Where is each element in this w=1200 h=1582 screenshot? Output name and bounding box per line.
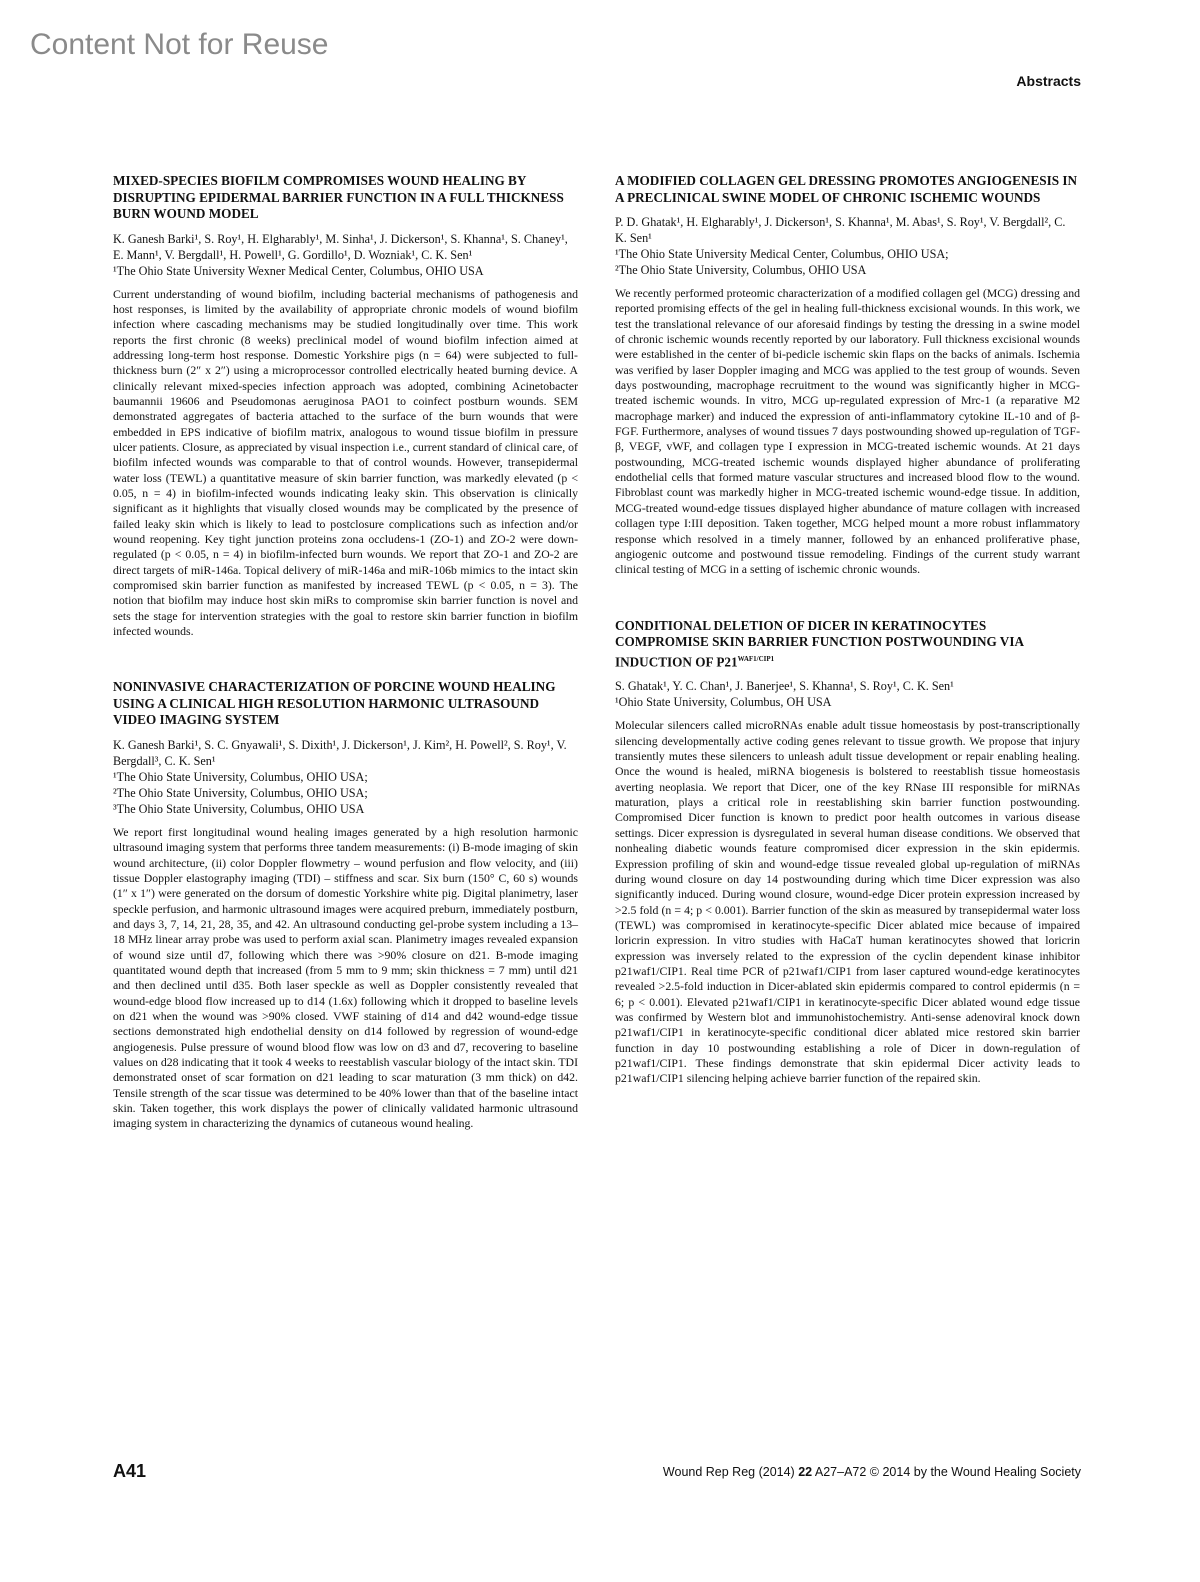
affiliations <box>113 263 578 279</box>
abstract-title: MIXED-SPECIES BIOFILM COMPROMISES WOUND HEALING BY DISRUPTING EPIDERMAL BARRIER FUNCTION IN A FULL THICKNESS BURN WOUND MODEL <box>113 173 564 221</box>
affiliation: ¹The Ohio State University Wexner Medical Center, Columbus, OHIO USA <box>113 263 484 278</box>
abstract <box>113 173 578 639</box>
abstract <box>615 618 1080 1087</box>
affiliation: ¹Ohio State University, Columbus, OH USA <box>615 695 832 710</box>
abstract-body: Current understanding of wound biofilm, including bacterial mechanisms of pathogenesis and host responses, is limited by the availability of appropriate chronic models of wound biofilm infection where cascading mechanisms may be studied longitudinally over time. This work reports the first chronic (8 weeks) preclinical model of wound biofilm infection aimed at addressing long-term host response. Domestic Yorkshire pigs (n = 64) were subjected to full-thickness burn (2″ x 2″) using a microprocessor controlled electrically heated burning device. A clinically relevant mixed-species infection approach was adopted, combining Acinetobacter baumannii 19606 and Pseudomonas aeruginosa PAO1 to coinfect postburn wounds. SEM demonstrated aggregates of bacteria attached to the surface of the burn wounds that were embedded in EPS indicative of biofilm matrix, analogous to wound tissue biofilm in pressure ulcer patients. Closure, as appreciated by visual inspection i.e., current standard of clinical care, of biofilm infected wounds was comparable to that of control wounds. However, transepidermal water loss (TEWL) a quantitative measure of skin barrier function, was markedly elevated (p < 0.05, n = 4) in biofilm-infected wounds indicating leaky skin. This observation is clinically significant as it highlights that visually closed wounds may be complicated by the presence of failed leaky skin which is likely to lead to postclosure complications such as infection and/or wound reopening. Key tight junction proteins zona occludens-1 (ZO-1) and ZO-2 were down-regulated (p < 0.05, n = 4) in biofilm-infected burn wounds. We report that ZO-1 and ZO-2 are direct targets of miR-146a. Topical delivery of miR-146a and miR-106b mimics to the intact skin compromised skin barrier function as manifested by increased TEWL (p < 0.05, n = 3). The notion that biofilm may induce host skin miRs to compromise skin barrier function is novel and sets the stage for intervention strategies with the goal to restore skin barrier function in biofilm infected wounds. <box>113 286 578 639</box>
affiliation: ³The Ohio State University, Columbus, OHIO USA <box>113 801 365 816</box>
abstract-authors: S. Ghatak¹, Y. C. Chan¹, J. Banerjee¹, S. Khanna¹, S. Roy¹, C. K. Sen¹ <box>615 679 954 694</box>
abstract <box>615 173 1080 578</box>
abstract-body: Molecular silencers called microRNAs enable adult tissue homeostasis by post-transcriptionally silencing developmentally active coding genes relevant to tissue growth. We propose that injury transiently mutes these silencers to unleash adult tissue development or repair enabling healing. Once the wound is healed, miRNA biogenesis is bolstered to reestablish tissue homeostasis averting neoplasia. We report that Dicer, one of the key RNase III responsible for miRNAs maturation, plays a critical role in reestablishing skin barrier function postwounding. Compromised Dicer function is known to predict poor health outcomes in various disease settings. Dicer expression is dysregulated in several human disease conditions. We observed that nonhealing diabetic wounds feature compromised dicer expression in the skin epidermis. Expression profiling of skin and wound-edge tissue revealed global up-regulation of miRNAs during wound closure on day 14 postwounding during which time Dicer expression was also significantly induced. During wound closure, wound-edge Dicer protein expression increased by >2.5 fold (n = 4; p < 0.001). Barrier function of the skin as measured by transepidermal water loss (TEWL) was compromised in keratinocyte-specific Dicer ablated mice because of impaired loricrin expression. In vitro studies with HaCaT human keratinocytes showed that loricrin expression was inversely related to the expression of the cyclin dependent kinase inhibitor p21waf1/CIP1. Real time PCR of p21waf1/CIP1 from laser captured wound-edge keratinocytes revealed >2.5-fold induction in Dicer-ablated skin epidermis compared to control epidermis (n = 6; p < 0.001). Elevated p21waf1/CIP1 in keratinocyte-specific Dicer ablated wound edge tissue was confirmed by Western blot and immunohistochemistry. Anti-sense adenoviral knock down p21waf1/CIP1 in keratinocyte-specific conditional dicer ablated mice restored skin barrier function in day 10 postwounding establishing a role of Dicer in down-regulation of p21waf1/CIP1. These findings demonstrate that skin epidermal Dicer activity leads to p21waf1/CIP1 silencing helping achieve barrier function of the repaired skin. <box>615 718 1080 1086</box>
left-column <box>113 173 578 1172</box>
abstract-title: NONINVASIVE CHARACTERIZATION OF PORCINE WOUND HEALING USING A CLINICAL HIGH RESOLUTION HARMONIC ULTRASOUND VIDEO IMAGING SYSTEM <box>113 679 556 728</box>
abstract-title <box>615 618 1080 671</box>
affiliation: ¹The Ohio State University Medical Center, Columbus, OHIO USA; <box>615 247 949 261</box>
abstract-body: We recently performed proteomic characterization of a modified collagen gel (MCG) dressing and reported promising effects of the gel in healing full-thickness excisional wounds. In this work, we test the translational relevance of our aforesaid findings by testing the dressing in a swine model of chronic ischemic wounds recently reported by our laboratory. Full thickness excisional wounds were established in the center of bi-pedicle ischemic skin flaps on the backs of animals. Ischemia was verified by laser Doppler imaging and MCG was applied to the test group of wounds. Seven days postwounding, macrophage recruitment to the wound was significantly higher in MCG-treated ischemic wounds. In vitro, MCG up-regulated expression of Mrc-1 (a reparative M2 macrophage marker) and induced the expression of anti-inflammatory cytokine IL-10 and of β-FGF. Furthermore, analyses of wound tissues 7 days postwounding showed up-regulation of TGF-β, VEGF, vWF, and collagen type I expression in MCG-treated ischemic wounds. At 21 days postwounding, MCG-treated ischemic wounds displayed higher abundance of proliferating endothelial cells that formed mature vascular structures and increased blood flow to the wound. Fibroblast count was markedly higher in MCG-treated ischemic wound-edge tissue. In addition, MCG-treated wound-edge tissues displayed higher abundance of mature collagen with increased collagen type I:III deposition. Taken together, MCG helped mount a more robust inflammatory response which resolved in a timely manner, followed by an enhanced proliferative phase, angiogenic outcome and postwound tissue remodeling. Findings of the current study warrant clinical testing of MCG in a setting of ischemic chronic wounds. <box>615 286 1080 577</box>
affiliations <box>615 246 1080 278</box>
section-label: Abstracts <box>1016 73 1081 89</box>
affiliation: ¹The Ohio State University, Columbus, OHIO USA; <box>113 769 368 784</box>
abstract-authors: P. D. Ghatak¹, H. Elgharably¹, J. Dickerson¹, S. Khanna¹, M. Abas¹, S. Roy¹, V. Bergdall², C. K. Sen¹ <box>615 215 1066 245</box>
abstract-authors: K. Ganesh Barki¹, S. Roy¹, H. Elgharably¹, M. Sinha¹, J. Dickerson¹, S. Khanna¹, S. Chaney¹, E. Mann¹, V. Bergdall¹, H. Powell¹, G. Gordillo¹, D. Wozniak¹, C. K. Sen¹ <box>113 231 568 262</box>
affiliation: ²The Ohio State University, Columbus, OHIO USA; <box>113 785 368 800</box>
abstract-authors: K. Ganesh Barki¹, S. C. Gnyawali¹, S. Dixith¹, J. Dickerson¹, J. Kim², H. Powell², S. Roy¹, V. Bergdall³, C. K. Sen¹ <box>113 737 567 768</box>
abstract-title: A MODIFIED COLLAGEN GEL DRESSING PROMOTES ANGIOGENESIS IN A PRECLINICAL SWINE MODEL OF CHRONIC ISCHEMIC WOUNDS <box>615 173 1078 205</box>
citation-volume: 22 <box>798 1465 813 1479</box>
abstract-title-text: CONDITIONAL DELETION OF DICER IN KERATINOCYTES COMPROMISE SKIN BARRIER FUNCTION POSTWOUNDING VIA INDUCTION OF P21 <box>615 617 1024 669</box>
journal-citation <box>663 1465 1081 1479</box>
affiliations <box>615 694 1080 710</box>
abstract-body: We report first longitudinal wound healing images generated by a high resolution harmonic ultrasound imaging system that performs three tandem measurements: (i) B-mode imaging of skin wound architecture, (ii) color Doppler flowmetry – wound perfusion and flow velocity, and (iii) tissue Doppler elastography imaging (TDI) – stiffness and scar. Six burn (150° C, 60 s) wounds (1″ x 1″) were generated on the dorsum of domestic Yorkshire white pig. Digital planimetry, laser speckle perfusion, and harmonic ultrasound images were acquired preburn, immediately postburn, and days 3, 7, 14, 21, 28, 35, and 42. An ultrasound conducting gel-probe system including a 13–18 MHz linear array probe was used to perform axial scan. Planimetry images revealed expansion of wound size until d7, following which there was >90% closure on d21. B-mode imaging quantitated wound depth that increased (from 5 mm to 9 mm; skin thickness = 7 mm) until d21 and then declined until d35. Both laser speckle as well as Doppler consistently revealed that wound-edge blood flow increased up to d14 (1.6x) following which it dropped to baseline levels on d21 when the wound was >90% closed. VWF staining of d14 and d42 wound-edge tissue sections demonstrated high endothelial density on d14 followed by regression of wound-edge angiogenesis. Pulse pressure of wound blood flow was low on d3 and d7, recovering to baseline values on d28 indicating that it took 4 weeks to reestablish vascular biology of the intact skin. TDI demonstrated onset of scar formation on d21 leading to scar maturation (3 mm thick) on d42. Tensile strength of the scar tissue was determined to be 40% lower than that of the baseline intact skin. Taken together, this work displays the power of clinically validated harmonic ultrasound imaging system in characterizing the dynamics of cutaneous wound healing. <box>113 824 579 1131</box>
affiliations <box>113 769 578 817</box>
affiliation: ²The Ohio State University, Columbus, OHIO USA <box>615 263 867 277</box>
right-column <box>615 173 1080 1127</box>
citation-prefix: Wound Rep Reg (2014) <box>662 1465 799 1479</box>
citation-suffix: A27–A72 © 2014 by the Wound Healing Society <box>812 1465 1081 1479</box>
page-number: A41 <box>113 1461 147 1481</box>
abstract <box>113 679 578 1131</box>
watermark: Content Not for Reuse <box>30 28 329 61</box>
title-superscript: WAF1/CIP1 <box>737 654 775 663</box>
